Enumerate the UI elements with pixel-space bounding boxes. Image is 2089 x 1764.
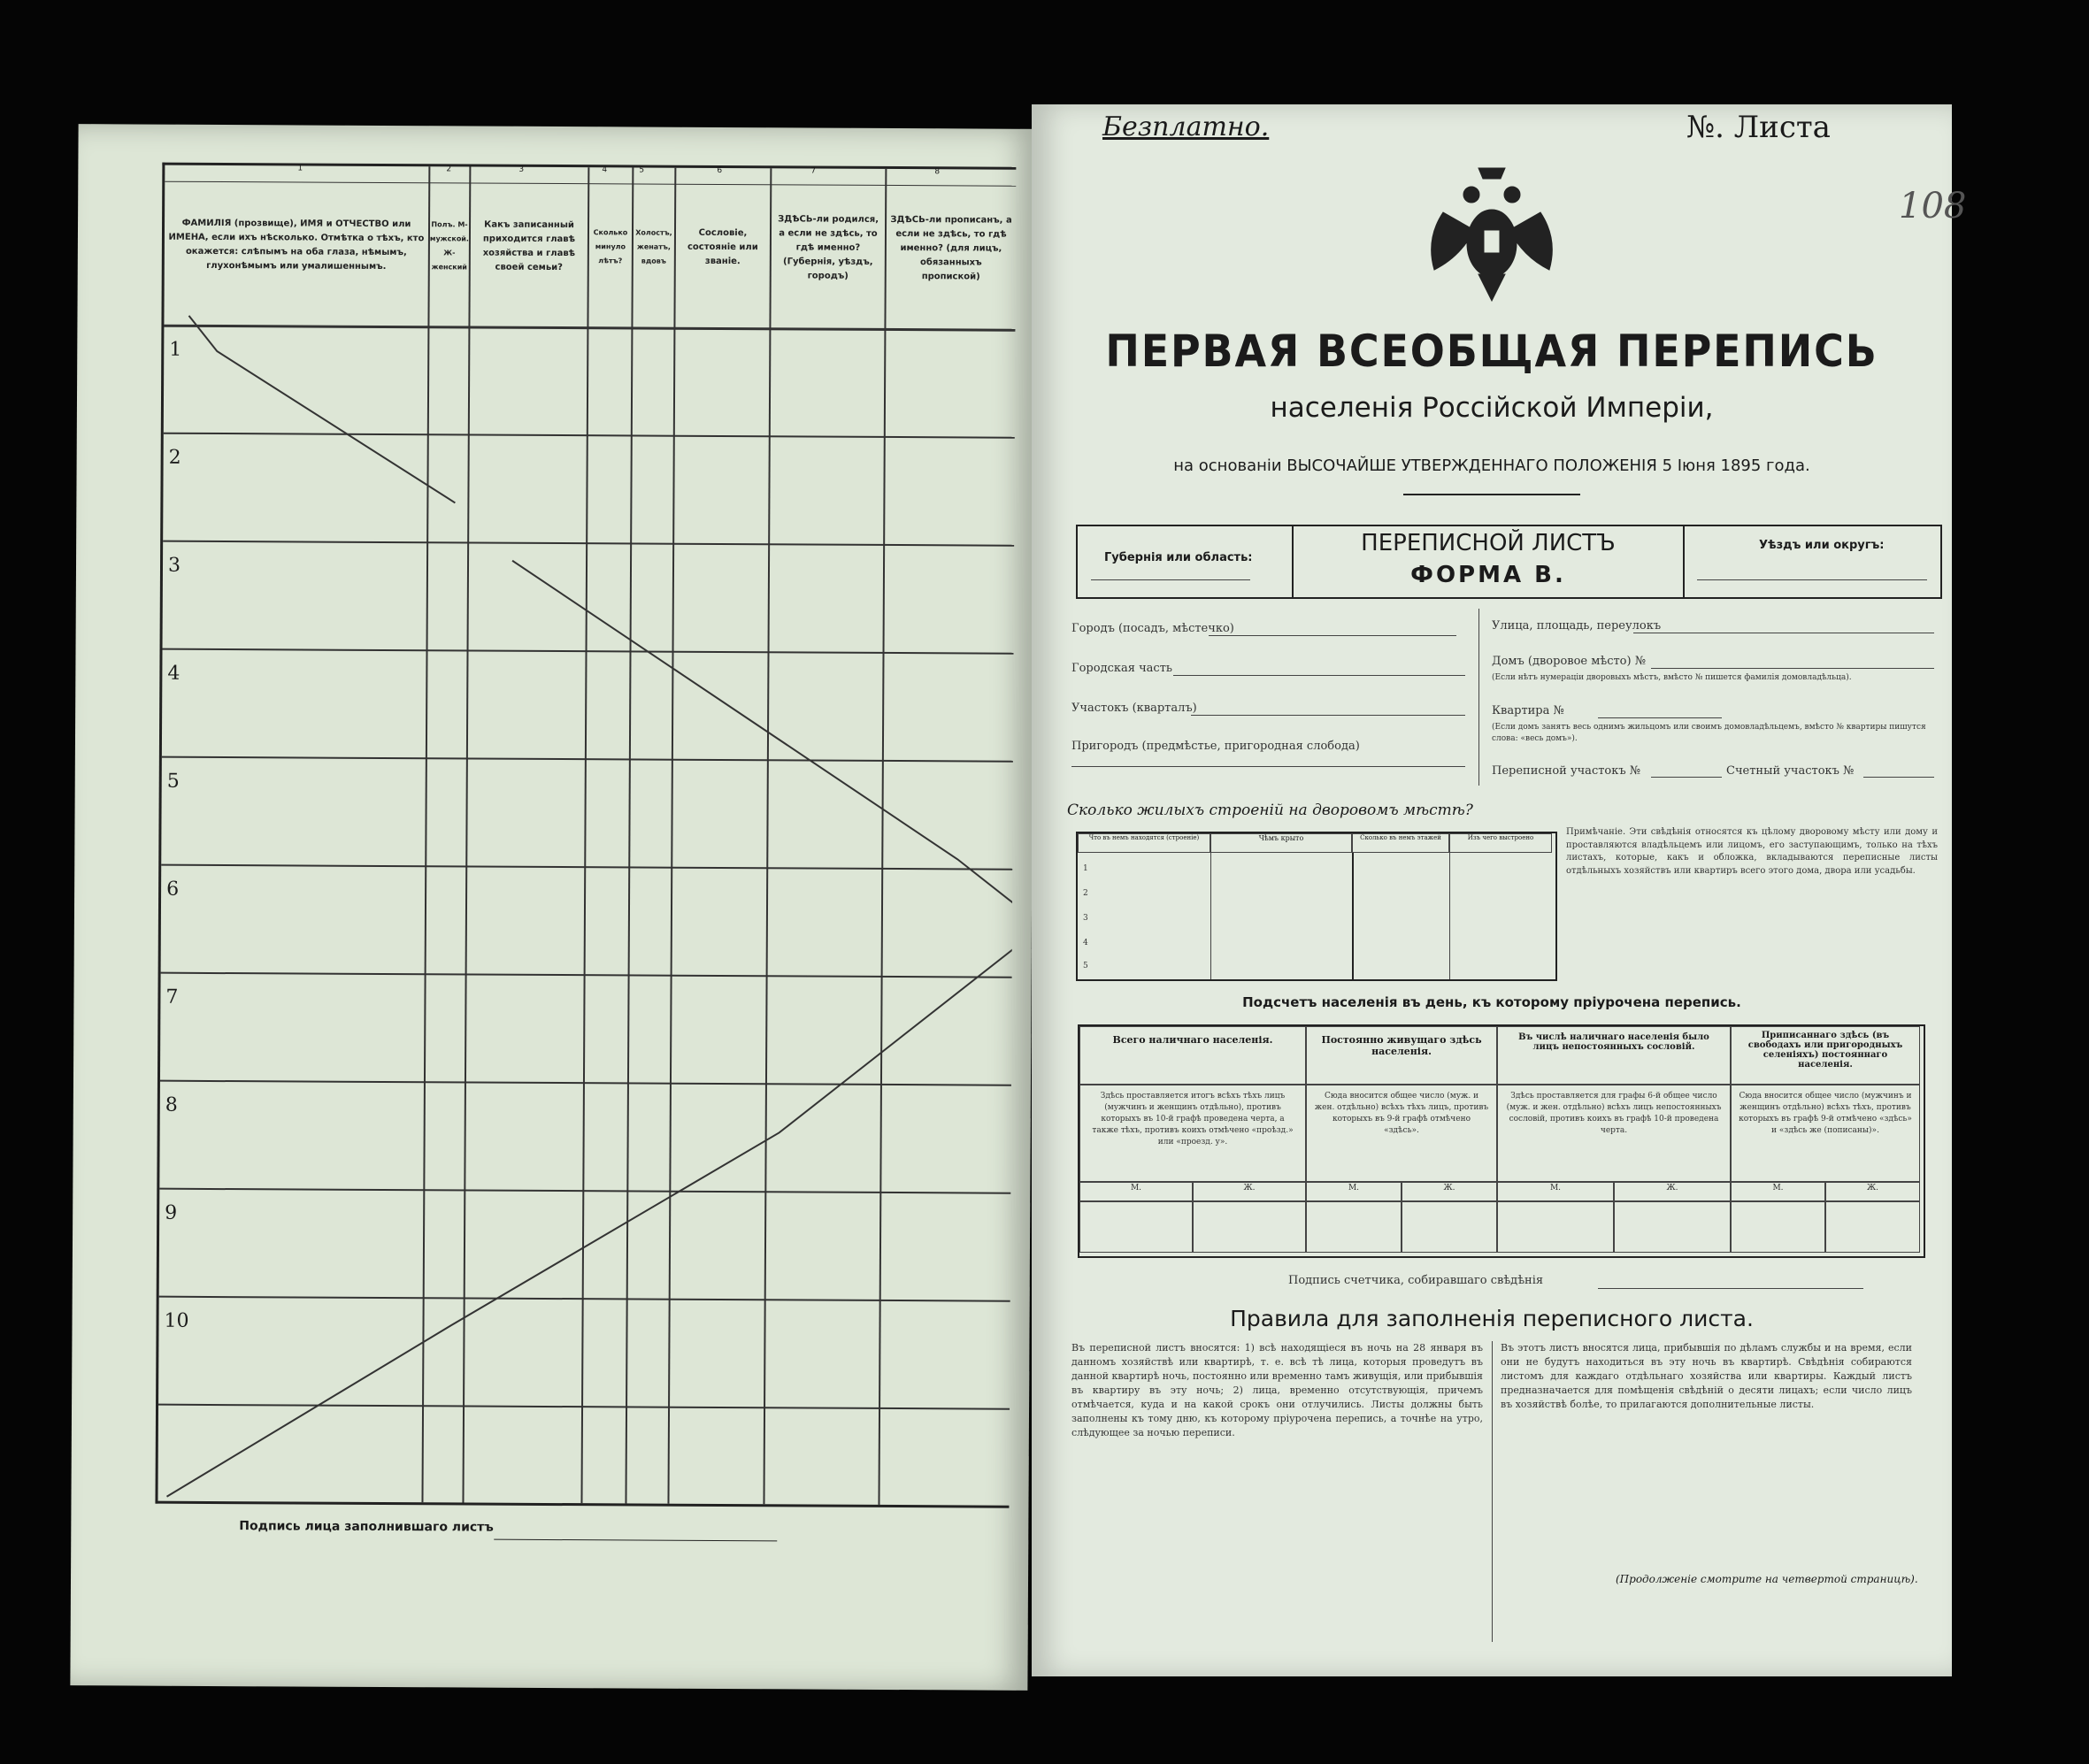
- buildings-note: Примѣчаніе. Эти свѣдѣнія относятся къ цѣлому дворовому мѣсту или дому и проставляются владѣльцемъ или лицомъ, его заступающимъ, только на тѣхъ листахъ, которые, какъ и обложка, вкладываются переписные листы отдѣльныхъ хозяйствъ или квартиръ всего этого дома, двора или усадьбы.: [1566, 827, 1938, 876]
- tally-input[interactable]: [1193, 1201, 1306, 1253]
- buildings-row-number: 4: [1083, 939, 1088, 947]
- tally-input[interactable]: [1497, 1201, 1614, 1253]
- row-number: 9: [165, 1201, 178, 1224]
- legal-basis: на основаніи ВЫСОЧАЙШЕ УТВЕРЖДЕННАГО ПОЛОЖЕНІЯ 5 Іюня 1895 года.: [1173, 456, 1810, 475]
- column-number: 2: [446, 165, 452, 174]
- tally-description: Сюда вносится общее число (мужчинъ и женщинъ отдѣльно) всѣхъ тѣхъ, противъ которыхъ въ графѣ 9-й отмѣчено «здѣсь» и «здѣсь же (пописаны)».: [1731, 1085, 1920, 1182]
- buildings-question: Сколько жилыхъ строеній на дворовомъ мѣстѣ?: [1067, 801, 1473, 819]
- buildings-col: [1449, 853, 1450, 979]
- tally-input[interactable]: [1402, 1201, 1497, 1253]
- female-label: Ж.: [1614, 1182, 1731, 1201]
- rules-right-column: Въ этотъ листъ вносятся лица, прибывшія по дѣламъ службы и на время, если они не будутъ находиться въ эту ночь въ квартирѣ. Свѣдѣнія собираются листомъ для каждаго отдѣльнаго хозяйства или квартиры. Каждый листъ предназначается для помѣщенія свѣдѣній о десяти лицахъ; если число лицъ въ хозяйствѣ болѣе, то прилагаются дополнительные листы.: [1501, 1342, 1912, 1410]
- tally-header: Постоянно живущаго здѣсь населенія.: [1306, 1026, 1497, 1085]
- continued-note: (Продолженіе смотрите на четвертой страницѣ).: [1616, 1573, 1918, 1585]
- header-sex: Полъ. М-мужской. Ж-женский: [429, 220, 469, 272]
- buildings-header: Чѣмъ крыто: [1210, 833, 1352, 853]
- row-number: 5: [166, 770, 180, 793]
- row-number: 1: [169, 338, 182, 361]
- buildings-row-number: 5: [1083, 962, 1088, 970]
- buildings-row-number: 1: [1083, 864, 1088, 873]
- uezd-line: [1697, 579, 1927, 580]
- column-number: 5: [639, 165, 645, 175]
- census-area-label: Переписной участокъ №: [1492, 764, 1641, 778]
- column-number: 1: [297, 164, 303, 173]
- city-part-field[interactable]: [1173, 675, 1465, 676]
- house-note: (Если нѣтъ нумераціи дворовыхъ мѣстъ, вмѣсто № пишется фамилія домовладѣльца).: [1492, 673, 1852, 682]
- male-label: М.: [1731, 1182, 1825, 1201]
- column-number: 6: [717, 165, 723, 175]
- census-subtitle: населенія Россійской Имперіи,: [1270, 392, 1714, 424]
- form-label: ФОРМА В.: [1410, 562, 1566, 588]
- double-headed-eagle-icon: [1425, 159, 1558, 310]
- column-number: 4: [602, 165, 608, 175]
- tally-input[interactable]: [1079, 1201, 1193, 1253]
- house-label: Домъ (дворовое мѣсто) №: [1492, 655, 1647, 668]
- district-label: Участокъ (кварталъ): [1071, 702, 1197, 715]
- left-page: [70, 124, 1035, 1691]
- tally-description: Здѣсь проставляется для графы 6-й общее число (муж. и жен. отдѣльно) всѣхъ лицъ непостоянныхъ сословій, противъ коихъ въ графѣ 10-й проведена черта.: [1497, 1085, 1731, 1182]
- header-birthplace: ЗДѢСЬ-ли родился, а если не здѣсь, то гдѣ именно? (Губернія, уѣздъ, городъ): [778, 214, 879, 281]
- district-field[interactable]: [1191, 715, 1465, 716]
- house-field[interactable]: [1651, 668, 1934, 669]
- city-field[interactable]: [1209, 635, 1456, 636]
- tally-input[interactable]: [1614, 1201, 1731, 1253]
- population-tally-table: [1078, 1024, 1925, 1258]
- rules-left-column: Въ переписной листъ вносятся: 1) всѣ находящіеся въ ночь на 28 января въ данномъ хозяйствѣ или квартирѣ, т. е. всѣ тѣ лица, которыя проведутъ въ данной квартирѣ ночь, постоянно или временно тамъ живущія, или прибывшія въ квартиру въ эту ночь; 2) лица, временно отсутствующія, причемъ отмѣчается, куда и на какой срокъ они отлучились. Листы должны быть заполнены къ тому дню, къ которому пріурочена перепись, а точнѣе на утро, слѣдующее за ночью переписи.: [1071, 1342, 1483, 1438]
- list-title: ПЕРЕПИСНОЙ ЛИСТЪ: [1361, 530, 1616, 556]
- buildings-col: [1352, 853, 1354, 979]
- male-label: М.: [1079, 1182, 1193, 1201]
- buildings-header: Сколько въ немъ этажей: [1352, 833, 1449, 853]
- buildings-col: [1210, 853, 1211, 979]
- row-number: 6: [166, 878, 180, 901]
- male-label: М.: [1306, 1182, 1402, 1201]
- form-title-box: [1292, 525, 1685, 597]
- counter-signature-field[interactable]: [1598, 1288, 1863, 1289]
- row-number: 7: [165, 986, 179, 1009]
- apartment-note: (Если домъ занятъ весь однимъ жильцомъ или своимъ домовладѣльцемъ, вмѣсто № квартиры пишутся слова: «весь домъ»).: [1492, 723, 1926, 743]
- rules-title: Правила для заполненія переписного листа.: [1230, 1306, 1754, 1331]
- female-label: Ж.: [1193, 1182, 1306, 1201]
- tally-header: Приписаннаго здѣсь (въ свободахъ или пригородныхъ селеніяхъ) постояннаго населенія.: [1731, 1026, 1920, 1085]
- buildings-header: Что въ немъ находятся (строеніе): [1078, 833, 1210, 853]
- census-title: ПЕРВАЯ ВСЕОБЩАЯ ПЕРЕПИСЬ: [1105, 326, 1878, 377]
- household-members-table: [155, 163, 1016, 1508]
- cancellation-strokes: [157, 165, 1016, 1506]
- female-label: Ж.: [1402, 1182, 1497, 1201]
- row-number: 8: [165, 1093, 178, 1116]
- row-number: 4: [167, 662, 180, 685]
- census-area-field[interactable]: [1651, 777, 1722, 778]
- tally-header: Всего наличнаго населенія.: [1079, 1026, 1306, 1085]
- row-number: 10: [164, 1309, 189, 1332]
- tally-description: Здѣсь проставляется итогъ всѣхъ тѣхъ лицъ (мужчинъ и женщинъ отдѣльно), противъ которыхъ въ 10-й графѣ проведена черта, а также тѣхъ, противъ коихъ отмѣчено «проѣзд.» или «проезд. у».: [1079, 1085, 1306, 1182]
- header-relation: Какъ записанный приходится главѣ хозяйства и главѣ своей семьи?: [482, 219, 576, 273]
- tally-title: Подсчетъ населенія въ день, къ которому пріурочена перепись.: [1242, 994, 1741, 1010]
- city-part-label: Городская часть: [1071, 662, 1172, 675]
- uezd-label: Уѣздъ или округъ:: [1759, 539, 1885, 552]
- suburb-field[interactable]: [1071, 766, 1465, 767]
- title-rule: [1403, 494, 1580, 495]
- tally-header: Въ числѣ наличнаго населенія было лицъ непостоянныхъ сословій.: [1497, 1026, 1731, 1085]
- header-registration: ЗДѢСЬ-ли прописанъ, а если не здѣсь, то гдѣ именно? (для лицъ, обязанныхъ пропиской): [890, 214, 1012, 282]
- male-label: М.: [1497, 1182, 1614, 1201]
- header-age: Сколько минуло лѣтъ?: [593, 228, 628, 265]
- column-number: 3: [518, 165, 525, 174]
- apartment-field[interactable]: [1598, 717, 1722, 718]
- address-divider: [1478, 609, 1479, 786]
- rules-divider: [1492, 1341, 1493, 1642]
- tally-input[interactable]: [1306, 1201, 1402, 1253]
- handwritten-number: 108: [1899, 186, 1967, 226]
- right-page: [1032, 104, 1967, 1676]
- buildings-row-number: 2: [1083, 889, 1088, 898]
- header-marital: Холостъ, женатъ, вдовъ: [635, 228, 672, 265]
- buildings-table: [1076, 832, 1557, 981]
- street-label: Улица, площадь, переулокъ: [1492, 619, 1662, 633]
- count-area-field[interactable]: [1863, 777, 1934, 778]
- count-area-label: Счетный участокъ №: [1726, 764, 1855, 778]
- tally-input[interactable]: [1731, 1201, 1825, 1253]
- guberniya-label: Губернія или область:: [1104, 551, 1253, 564]
- counter-signature-label: Подпись счетчика, собиравшаго свѣдѣнія: [1288, 1274, 1544, 1287]
- column-number: 7: [810, 166, 817, 176]
- tally-input[interactable]: [1825, 1201, 1920, 1253]
- apartment-label: Квартира №: [1492, 704, 1564, 717]
- column-number: 8: [934, 167, 941, 177]
- buildings-row-number: 3: [1083, 914, 1088, 923]
- tally-description: Сюда вносится общее число (муж. и жен. отдѣльно) всѣхъ тѣхъ лицъ, противъ которыхъ въ 9-й графѣ отмѣчено «здѣсь».: [1306, 1085, 1497, 1182]
- guberniya-line: [1091, 579, 1250, 580]
- row-number: 2: [168, 446, 181, 469]
- signature-line[interactable]: [494, 1539, 777, 1542]
- header-name: ФАМИЛІЯ (прозвище), ИМЯ и ОТЧЕСТВО или ИМЕНА, если ихъ нѣсколько. Отмѣтка о тѣхъ, кто окажется: слѣпымъ на оба глаза, нѣмымъ, глухонѣмымъ или умалишеннымъ.: [168, 218, 425, 272]
- suburb-label: Пригородъ (предмѣстье, пригородная слобода): [1071, 740, 1360, 753]
- row-number: 3: [167, 554, 181, 577]
- sheet-number-label: №. Листа: [1686, 110, 1831, 145]
- header-estate: Сословіе, состояніе или званіе.: [687, 227, 758, 267]
- city-label: Городъ (посадъ, мѣстечко): [1071, 622, 1234, 635]
- form-header-box: [1076, 525, 1942, 599]
- female-label: Ж.: [1825, 1182, 1920, 1201]
- signature-label: Подпись лица заполнившаго листъ: [239, 1519, 494, 1535]
- free-label: Безплатно.: [1102, 111, 1270, 142]
- buildings-header: Изъ чего выстроено: [1449, 833, 1552, 853]
